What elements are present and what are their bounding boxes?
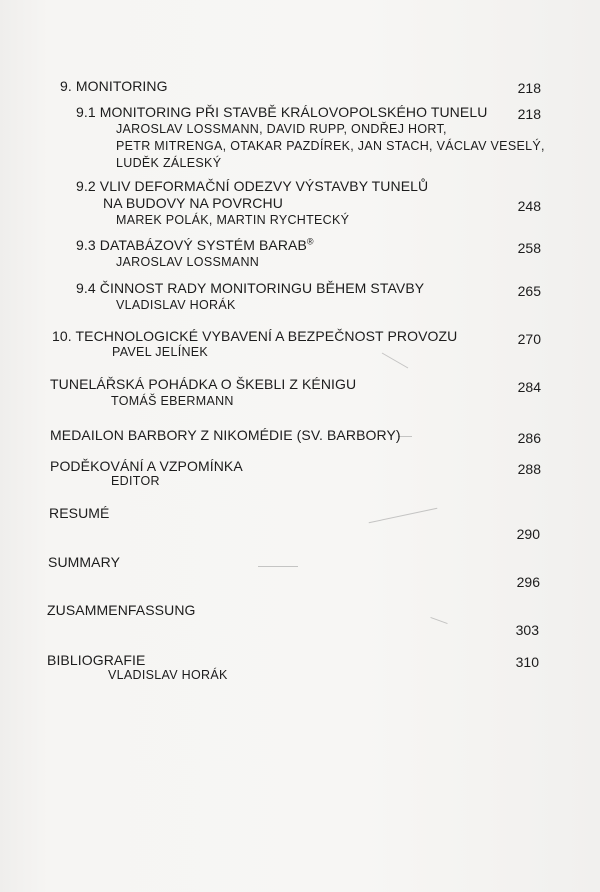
entry-9-1-authors-3: LUDĚK ZÁLESKÝ	[116, 156, 222, 170]
entry-medailon-page: 286	[517, 430, 541, 446]
entry-9-1-page: 218	[517, 106, 541, 122]
registered-mark: ®	[306, 236, 314, 247]
entry-9-2-title-2: NA BUDOVY NA POVRCHU	[103, 195, 283, 211]
entry-summary-title: SUMMARY	[48, 554, 121, 570]
entry-9-3-title-text: 9.3 DATABÁZOVÝ SYSTÉM BARAB	[76, 237, 307, 253]
entry-tale-authors: TOMÁŠ EBERMANN	[111, 394, 234, 408]
entry-resume-title: RESUMÉ	[49, 505, 110, 521]
entry-summary-page: 296	[516, 574, 540, 590]
entry-9-4-authors: VLADISLAV HORÁK	[116, 298, 236, 312]
entry-9-3-authors: JAROSLAV LOSSMANN	[116, 255, 260, 269]
entry-9-page: 218	[517, 80, 541, 96]
entry-10-page: 270	[517, 331, 541, 347]
entry-medailon-title: MEDAILON BARBORY Z NIKOMÉDIE (SV. BARBORY)	[50, 427, 401, 443]
entry-9-4-title: 9.4 ČINNOST RADY MONITORINGU BĚHEM STAVBY	[76, 280, 425, 296]
entry-thanks-authors: EDITOR	[111, 474, 160, 488]
entry-thanks-page: 288	[517, 461, 541, 477]
entry-biblio-title: BIBLIOGRAFIE	[47, 652, 146, 668]
entry-9-1-authors-1: JAROSLAV LOSSMANN, DAVID RUPP, ONDŘEJ HORT,	[116, 122, 447, 136]
scan-mark	[382, 353, 408, 369]
entry-thanks-title: PODĚKOVÁNÍ A VZPOMÍNKA	[50, 458, 243, 474]
scan-mark	[430, 617, 447, 624]
entry-biblio-authors: VLADISLAV HORÁK	[108, 668, 228, 682]
scan-mark	[258, 566, 298, 567]
entry-10-title: 10. TECHNOLOGICKÉ VYBAVENÍ A BEZPEČNOST PROVOZU	[52, 328, 458, 344]
entry-9-2-authors: MAREK POLÁK, MARTIN RYCHTECKÝ	[116, 213, 350, 227]
entry-9-title: 9. MONITORING	[60, 78, 168, 94]
entry-zusammen-title: ZUSAMMENFASSUNG	[47, 602, 196, 618]
entry-9-3-title	[76, 237, 314, 253]
entry-9-4-page: 265	[517, 283, 541, 299]
entry-9-2-title-1: 9.2 VLIV DEFORMAČNÍ ODEZVY VÝSTAVBY TUNELŮ	[76, 178, 429, 194]
entry-9-3-page: 258	[517, 240, 541, 256]
scan-mark	[369, 508, 438, 524]
entry-resume-page: 290	[516, 526, 540, 542]
entry-9-2-page: 248	[517, 198, 541, 214]
entry-zusammen-page: 303	[515, 622, 539, 638]
entry-tale-page: 284	[517, 379, 541, 395]
entry-10-authors: PAVEL JELÍNEK	[112, 345, 209, 359]
entry-9-1-title: 9.1 MONITORING PŘI STAVBĚ KRÁLOVOPOLSKÉHO TUNELU	[76, 104, 488, 120]
entry-tale-title: TUNELÁŘSKÁ POHÁDKA O ŠKEBLI Z KÉNIGU	[50, 376, 357, 392]
entry-biblio-page: 310	[515, 654, 539, 670]
entry-9-1-authors-2: PETR MITRENGA, OTAKAR PAZDÍREK, JAN STACH, VÁCLAV VESELÝ,	[116, 139, 545, 153]
